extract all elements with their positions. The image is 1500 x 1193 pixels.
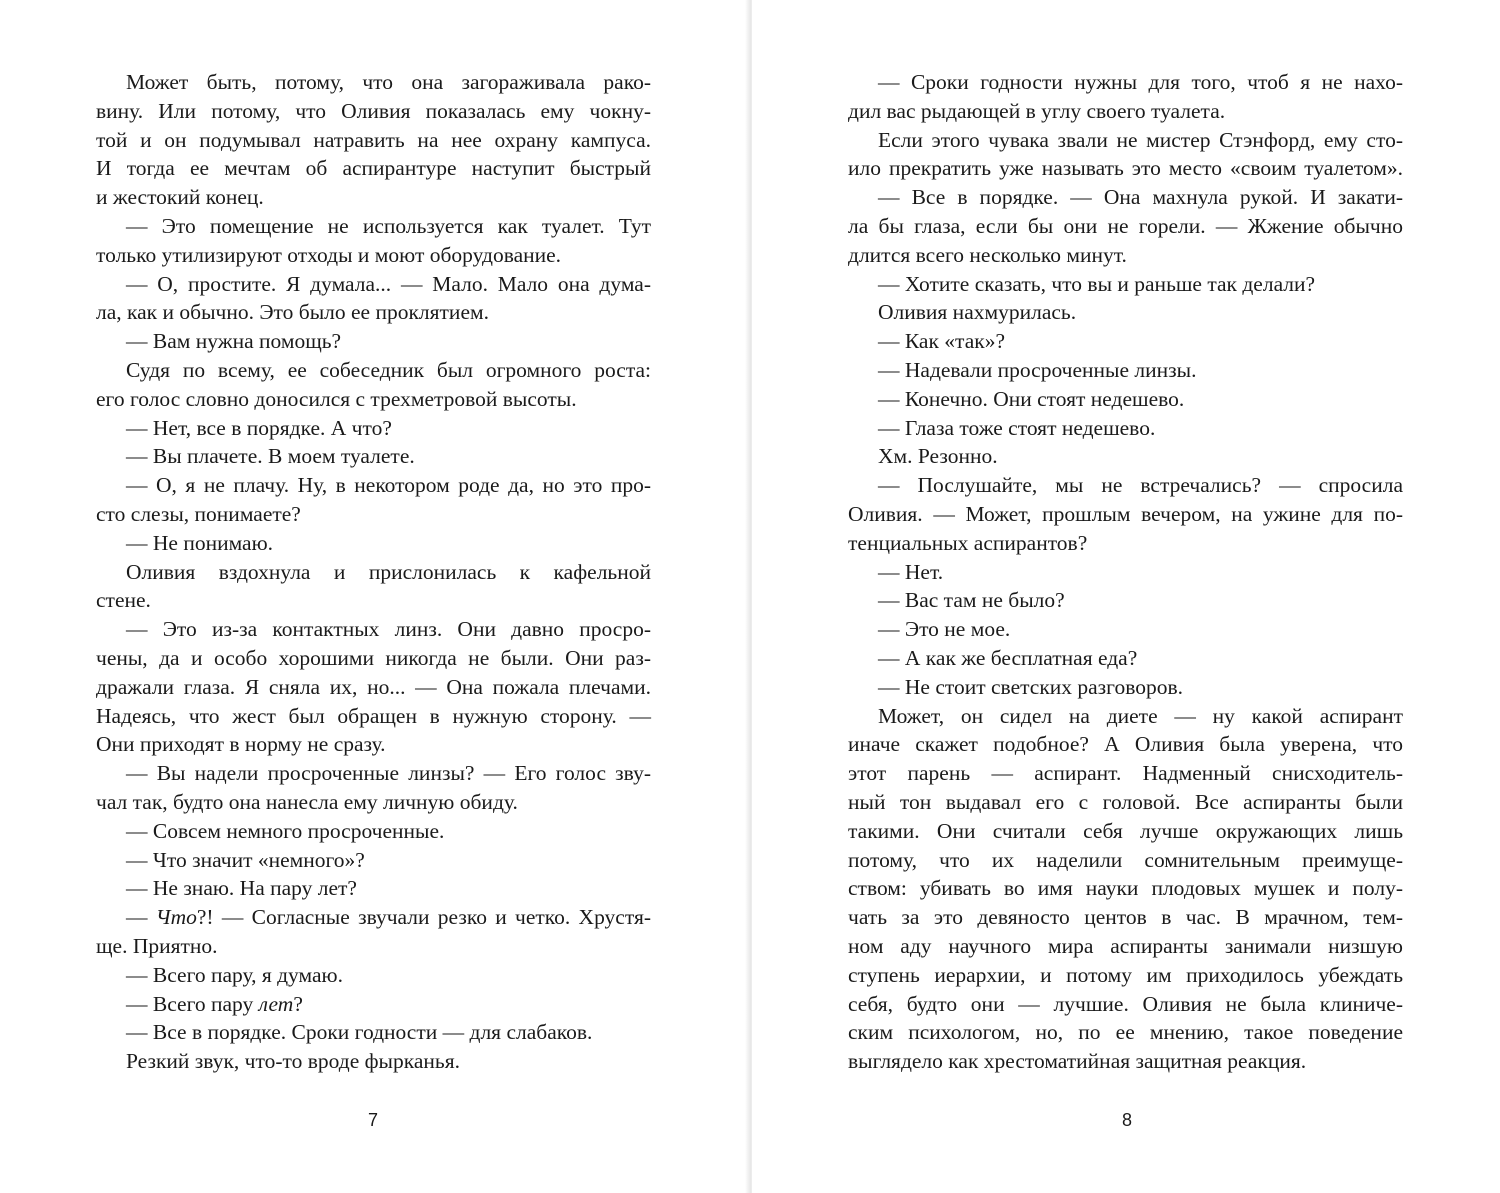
text-line: дражали глаза. Я сняла их, но... — Она пожала плечами. [96, 674, 651, 699]
text-line: — Нет. [878, 559, 944, 584]
text-line: Оливия вздохнула и прислонилась к кафельной [126, 559, 651, 584]
text-line: Они приходят в норму не сразу. [96, 732, 386, 757]
text-line: такими. Они считали себя лучше окружающих лишь [848, 818, 1403, 843]
text-line: И тогда ее мечтам об аспирантуре наступит быстрый [96, 156, 651, 181]
text-line: — Сроки годности нужны для того, чтоб я не нахо- [878, 70, 1403, 94]
text-line: — Как «так»? [878, 329, 1005, 354]
text-line: — Вы плачете. В моем туалете. [126, 444, 415, 469]
text-line: этот парень — аспирант. Надменный снисходитель- [848, 761, 1403, 786]
text-line: — Глаза тоже стоят недешево. [878, 415, 1156, 440]
text-line: Может, он сидел на диете — ну какой аспирант [878, 703, 1403, 728]
text-line: Хм. Резонно. [878, 444, 998, 469]
text-line: тенциальных аспирантов? [848, 530, 1088, 555]
text-line: — Что значит «немного»? [126, 847, 365, 872]
text-line: — Не стоит светских разговоров. [878, 674, 1183, 699]
text-line: потому, что их наделили сомнительным преимуще- [848, 847, 1403, 872]
text-line: его голос словно доносился с трехметровой высоты. [96, 386, 577, 411]
text-line: той и он подумывал натравить на нее охрану кампуса. [96, 127, 651, 152]
text-line: сто слезы, понимаете? [96, 501, 301, 526]
text-line: — Не знаю. На пару лет? [126, 876, 357, 901]
text-line: чал так, будто она нанесла ему личную обиду. [96, 789, 518, 814]
text-line: — Конечно. Они стоят недешево. [878, 386, 1185, 411]
text-line: — Вам нужна помощь? [126, 329, 342, 354]
text-line: ством: убивать во имя науки плодовых мушек и полу- [848, 876, 1403, 901]
right-page-text [848, 68, 1403, 1076]
right-page [752, 0, 1500, 1193]
text-line: себя, будто они — лучшие. Оливия не была клиниче- [848, 991, 1403, 1016]
text-line: длится всего несколько минут. [848, 242, 1127, 267]
text-line: Оливия. — Может, прошлым вечером, на ужине для по- [848, 501, 1403, 526]
text-line: — Совсем немного просроченные. [126, 818, 445, 843]
page-number: 8 [1121, 1110, 1132, 1130]
text-line: чены, да и особо хорошими никогда не были. Они раз- [96, 645, 651, 670]
text-line: выглядело как хрестоматийная защитная реакция. [848, 1049, 1307, 1074]
text-line: ступень иерархии, и потому им приходилось убеждать [848, 962, 1403, 987]
text-line: дил вас рыдающей в углу своего туалета. [848, 98, 1226, 123]
text-line: ским психологом, но, по ее мнению, такое поведение [848, 1020, 1403, 1045]
text-line: ный тон выдавал его с головой. Все аспиранты были [848, 789, 1403, 814]
text-line: — Вы надели просроченные линзы? — Его голос зву- [126, 761, 651, 786]
text-line: ла, как и обычно. Это было ее проклятием. [96, 300, 489, 325]
text-line: — Послушайте, мы не встречались? — спросила [878, 473, 1403, 498]
page-number: 7 [367, 1110, 378, 1130]
text-line: — Нет, все в порядке. А что? [126, 415, 392, 440]
text-line: Оливия нахмурилась. [878, 300, 1077, 325]
left-page-text [96, 68, 651, 1076]
text-line: и жестокий конец. [96, 185, 264, 210]
text-line: — Всего пару, я думаю. [126, 962, 343, 987]
text-line: — Это не мое. [878, 617, 1011, 642]
text-line: Может быть, потому, что она загораживала рако- [126, 70, 651, 94]
text-line: — Что?! — Согласные звучали резко и четко. Хрустя- [126, 905, 652, 930]
text-line: — Это из-за контактных линз. Они давно просро- [126, 617, 651, 642]
text-line: — Это помещение не используется как туалет. Тут [126, 213, 651, 238]
text-line: ило прекратить уже называть это место «своим туалетом». [848, 156, 1403, 181]
text-line: — Всего пару лет? [126, 991, 303, 1016]
text-line: — О, я не плачу. Ну, в некотором роде да, но это про- [126, 473, 651, 498]
text-line: — О, простите. Я думала... — Мало. Мало она дума- [126, 271, 651, 296]
text-line: — Хотите сказать, что вы и раньше так делали? [878, 271, 1316, 296]
text-line: стене. [96, 588, 151, 613]
text-line: Надеясь, что жест был обращен в нужную сторону. — [96, 703, 651, 728]
text-line: ла бы глаза, если бы они не горели. — Жжение обычно [848, 213, 1403, 238]
text-line: — Не понимаю. [126, 530, 274, 555]
text-line: — Надевали просроченные линзы. [878, 357, 1197, 382]
text-line: только утилизируют отходы и моют оборудование. [96, 242, 562, 267]
text-line: ном аду научного мира аспиранты занимали низшую [848, 933, 1403, 958]
text-line: ще. Приятно. [96, 933, 218, 958]
text-line: иначе скажет подобное? А Оливия была уверена, что [848, 732, 1403, 757]
text-line: Судя по всему, ее собеседник был огромного роста: [126, 357, 651, 382]
text-line: — Все в порядке. Сроки годности — для слабаков. [126, 1020, 593, 1045]
text-line: чать за это девяносто центов в час. В мрачном, тем- [848, 905, 1403, 930]
text-line: Резкий звук, что-то вроде фырканья. [126, 1049, 460, 1074]
text-line: вину. Или потому, что Оливия показалась ему чокну- [96, 98, 651, 123]
text-line: — Все в порядке. — Она махнула рукой. И закати- [878, 185, 1403, 210]
text-line: — А как же бесплатная еда? [878, 645, 1138, 670]
left-page [0, 0, 748, 1193]
text-line: Если этого чувака звали не мистер Стэнфорд, ему сто- [878, 127, 1403, 152]
text-line: — Вас там не было? [878, 588, 1065, 613]
